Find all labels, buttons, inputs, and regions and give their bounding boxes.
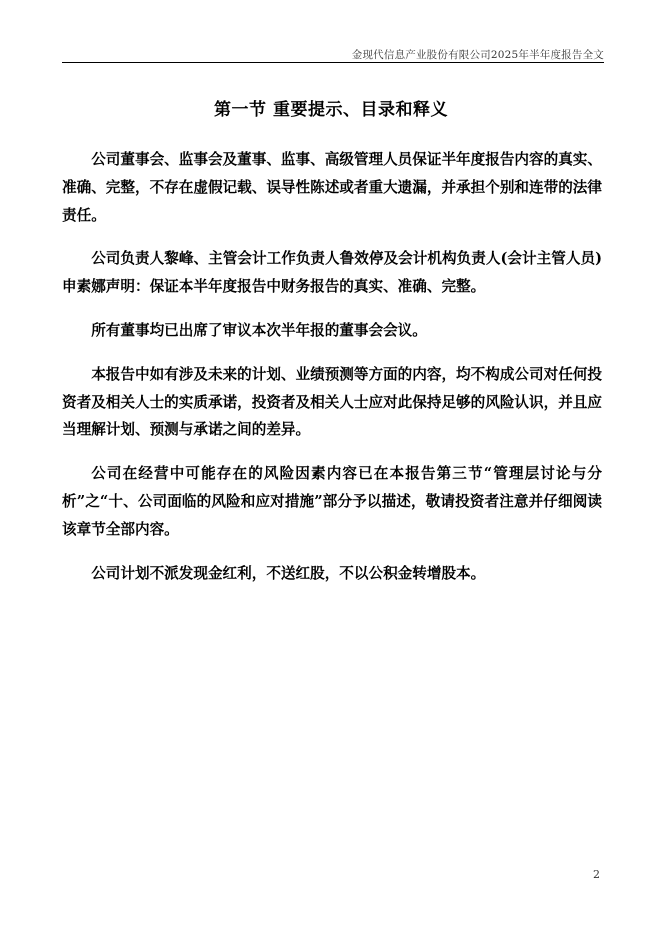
paragraph-forward-looking: 本报告中如有涉及未来的计划、业绩预测等方面的内容，均不构成公司对任何投资者及相关人士的实质承诺，投资者及相关人士应对此保持足够的风险认识，并且应当理解计划、预测与承诺之间的差异。 xyxy=(62,365,602,439)
running-header: 金现代信息产业股份有限公司2025年半年度报告全文 xyxy=(351,49,604,61)
document-body xyxy=(62,146,602,603)
paragraph-board-attendance: 所有董事均已出席了审议本次半年报的董事会会议。 xyxy=(91,321,427,339)
paragraph-responsibility: 公司董事会、监事会及董事、监事、高级管理人员保证半年度报告内容的真实、准确、完整，不存在虚假记载、误导性陈述或者重大遗漏，并承担个别和连带的法律责任。 xyxy=(62,151,602,224)
paragraph-risk-factors: 公司在经营中可能存在的风险因素内容已在本报告第三节“管理层讨论与分析”之“十、公司面临的风险和应对措施”部分予以描述，敬请投资者注意并仔细阅读该章节全部内容。 xyxy=(62,465,602,538)
paragraph-dividend-plan: 公司计划不派发现金红利，不送红股，不以公积金转增股本。 xyxy=(91,564,486,582)
paragraph-financial-statement: 公司负责人黎峰、主管会计工作负责人鲁效停及会计机构负责人(会计主管人员)申素娜声明：保证本半年度报告中财务报告的真实、准确、完整。 xyxy=(62,250,602,296)
section-title: 第一节 重要提示、目录和释义 xyxy=(214,100,448,120)
page-number: 2 xyxy=(593,868,600,881)
header-divider xyxy=(62,62,604,63)
